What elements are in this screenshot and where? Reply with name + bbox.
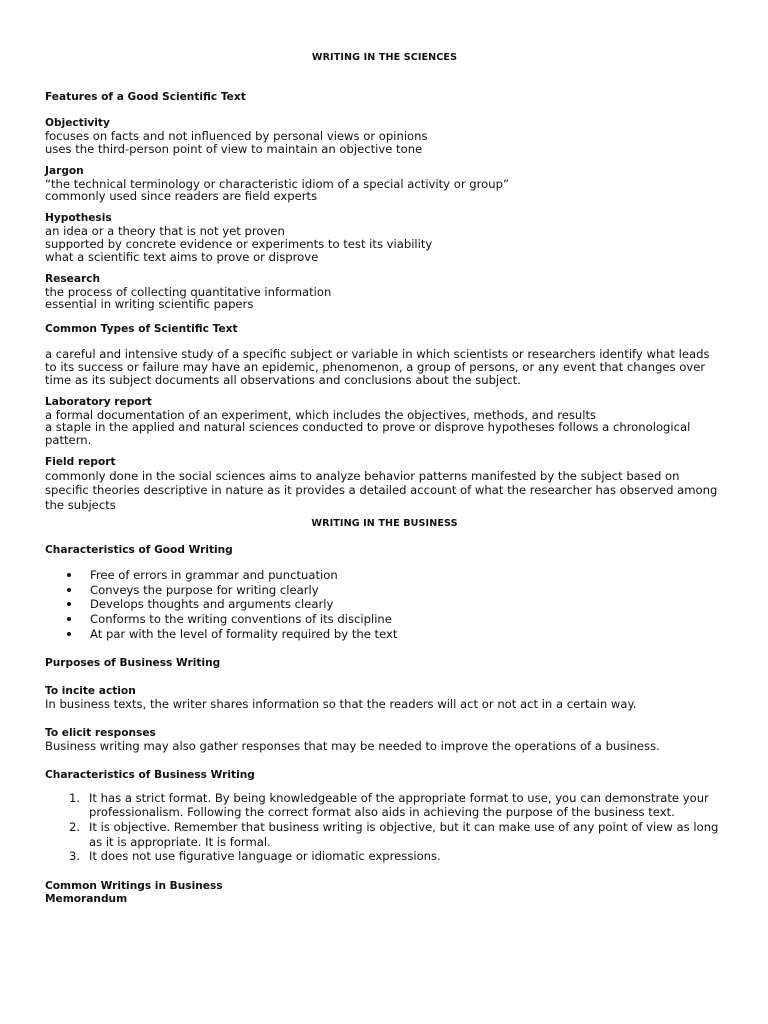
bullet-icon: [67, 573, 71, 577]
incite-text: In business texts, the writer shares information so that the readers will act or not act in a certain way.: [45, 697, 637, 712]
list-item: 3. It does not use figurative language or idiomatic expressions.: [69, 849, 441, 864]
research-line: essential in writing scientific papers: [45, 297, 254, 312]
research-line: the process of collecting quantitative information: [45, 284, 332, 299]
hypothesis-line: an idea or a theory that is not yet proven: [45, 224, 285, 239]
hypothesis-line: what a scientific text aims to prove or disprove: [45, 249, 319, 264]
objectivity-heading: Objectivity: [45, 117, 110, 129]
field-report-heading: Field report: [45, 455, 116, 468]
elicit-text: Business writing may also gather responses that may be needed to improve the operations of a business.: [45, 738, 660, 753]
hypothesis-line: supported by concrete evidence or experiments to test its viability: [45, 236, 433, 251]
lab-report-heading: Laboratory report: [45, 395, 152, 408]
features-heading: Features of a Good Scientific Text: [45, 91, 246, 103]
research-heading: Research: [45, 272, 101, 285]
business-title: WRITING IN THE BUSINESS: [311, 518, 458, 530]
lab-report-text: a staple in the applied and natural sciences conducted to prove or disprove hypotheses follows a chronological pattern.: [45, 420, 691, 448]
list-item: 1. It has a strict format. By being knowledgeable of the appropriate format to use, you can demonstrate your professionalism. Following the correct format also aids in achieving the purpose of the business text.: [69, 790, 709, 820]
bullet-icon: [67, 617, 71, 621]
sciences-title: WRITING IN THE SCIENCES: [311, 52, 458, 63]
list-item: Conforms to the writing conventions of its discipline: [67, 612, 724, 627]
purposes-heading: Purposes of Business Writing: [45, 657, 221, 670]
field-report-text: commonly done in the social sciences aims to analyze behavior patterns manifested by the subject based on specific theories descriptive in nature as it provides a detailed account of what the researcher has observed among the subjects: [45, 468, 718, 512]
jargon-line: commonly used since readers are field experts: [45, 189, 318, 204]
bullet-icon: [67, 602, 71, 606]
business-characteristics-heading: Characteristics of Business Writing: [45, 768, 255, 781]
hypothesis-heading: Hypothesis: [45, 212, 112, 225]
list-item: At par with the level of formality required by the text: [67, 627, 724, 642]
good-writing-heading: Characteristics of Good Writing: [45, 544, 233, 557]
jargon-line: “the technical terminology or characteristic idiom of a special activity or group”: [45, 176, 509, 191]
common-writings-heading: Common Writings in Business: [45, 879, 223, 892]
bullet-icon: [67, 632, 71, 636]
bullet-icon: [67, 588, 71, 592]
lab-report-line: a formal documentation of an experiment, which includes the objectives, methods, and results: [45, 407, 597, 422]
list-item: Develops thoughts and arguments clearly: [67, 597, 724, 612]
objectivity-line: focuses on facts and not influenced by personal views or opinions: [45, 129, 428, 143]
jargon-heading: Jargon: [45, 164, 84, 177]
case-study-text: a careful and intensive study of a specific subject or variable in which scientists or researchers identify what leads to its success or failure may have an epidemic, phenomenon, a group of persons, or any event that changes over time as its subject documents all observations and conclusions about the subject.: [45, 347, 710, 387]
memorandum-heading: Memorandum: [45, 892, 128, 905]
objectivity-line: uses the third-person point of view to maintain an objective tone: [45, 141, 423, 156]
elicit-heading: To elicit responses: [45, 726, 156, 739]
incite-heading: To incite action: [45, 685, 136, 698]
types-heading: Common Types of Scientific Text: [45, 323, 238, 336]
list-item: 2. It is objective. Remember that business writing is objective, but it can make use of any point of view as long as it is appropriate. It is formal.: [69, 819, 719, 849]
business-characteristics-list: [45, 791, 724, 864]
list-item: Conveys the purpose for writing clearly: [67, 583, 724, 598]
list-item: Free of errors in grammar and punctuation: [67, 568, 724, 583]
good-writing-list: [45, 568, 724, 641]
